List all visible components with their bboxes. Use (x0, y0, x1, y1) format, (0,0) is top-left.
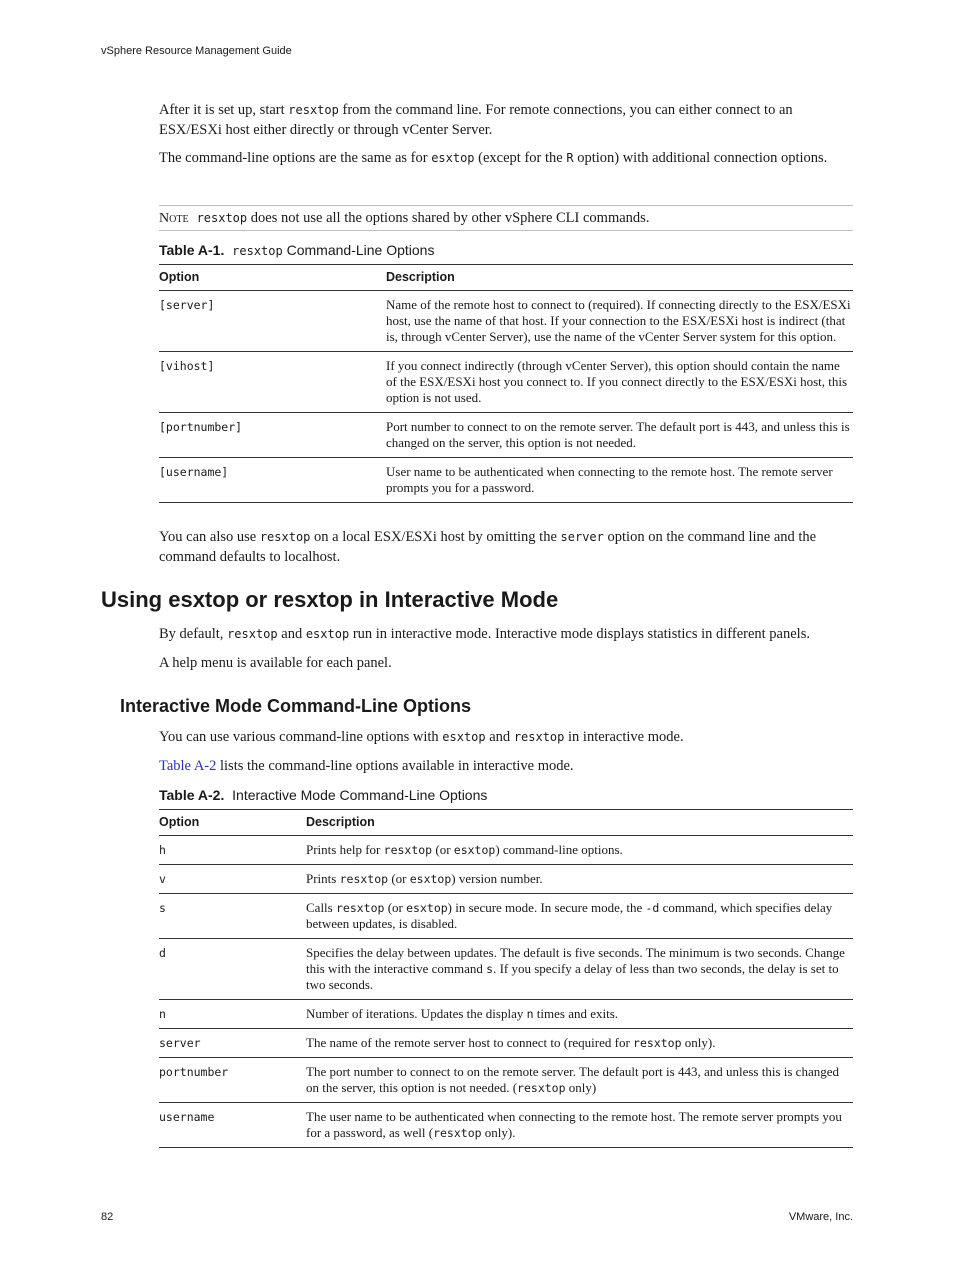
option-description: If you connect indirectly (through vCenter Server), this option should contain the name of the ESX/ESXi host you connect to. If you connect directly to the ESX/ESXi host, this option is not used. (386, 352, 853, 413)
table-row (159, 939, 853, 1000)
page-number: 82 (101, 1211, 114, 1223)
option-description: The user name to be authenticated when connecting to the remote host. The remote server prompts you for a password, as well (resxtop only). (306, 1103, 853, 1148)
option-description: Number of iterations. Updates the display n times and exits. (306, 1000, 853, 1029)
table-a2-link[interactable]: Table A-2 (159, 758, 217, 774)
option-description: Prints resxtop (or esxtop) version number. (306, 865, 853, 894)
section2-paragraph-2: Table A-2 lists the command-line options available in interactive mode. (159, 758, 574, 774)
option-description: User name to be authenticated when connecting to the remote host. The remote server prompts you for a password. (386, 458, 853, 503)
option-description: Name of the remote host to connect to (required). If connecting directly to the ESX/ESXi host, use the name of that host. If your connection to the ESX/ESXi host is indirect (that is, through vCenter Server), use the name of the vCenter Server system for this option. (386, 291, 853, 352)
table-header-row (159, 265, 853, 291)
table-row (159, 894, 853, 939)
table-row (159, 836, 853, 865)
option-n: n (159, 1007, 166, 1021)
option-vihost: [vihost] (159, 359, 215, 373)
table-a1-caption: Table A-1. resxtop Command-Line Options (159, 242, 435, 258)
option-username: username (159, 1110, 215, 1124)
local-host-paragraph: You can also use resxtop on a local ESX/ESXi host by omitting the server option on the command line and the command defaults to localhost. (159, 529, 817, 565)
option-description: Calls resxtop (or esxtop) in secure mode. In secure mode, the -d command, which specifies delay between updates, is disabled. (306, 894, 853, 939)
column-header-option: Option (159, 265, 386, 291)
section1-paragraph-2: A help menu is available for each panel. (159, 655, 392, 671)
table-header-row (159, 810, 853, 836)
option-server: server (159, 1036, 201, 1050)
table-row (159, 865, 853, 894)
table-row (159, 413, 853, 458)
table-a1 (159, 264, 853, 503)
option-server: [server] (159, 298, 215, 312)
footer-company: VMware, Inc. (788, 1211, 853, 1223)
intro-paragraph-1: After it is set up, start resxtop from the command line. For remote connections, you can either connect to an ESX/ESXi host either directly or through vCenter Server. (159, 102, 793, 138)
option-portnumber: portnumber (159, 1065, 229, 1079)
running-header: vSphere Resource Management Guide (101, 45, 292, 57)
table-row (159, 1058, 853, 1103)
option-portnumber: [portnumber] (159, 420, 243, 434)
table-row (159, 1029, 853, 1058)
table-row (159, 1000, 853, 1029)
option-description: Port number to connect to on the remote server. The default port is 443, and unless this is changed on the server, this option is not needed. (386, 413, 853, 458)
table-row (159, 1103, 853, 1148)
option-s: s (159, 901, 166, 915)
column-header-description: Description (386, 265, 853, 291)
subsection-heading-command-line-options: Interactive Mode Command-Line Options (120, 696, 472, 716)
note-box: Note resxtop does not use all the options shared by other vSphere CLI commands. (159, 205, 853, 231)
table-a2-caption: Table A-2. Interactive Mode Command-Line Options (159, 787, 488, 803)
table-row (159, 291, 853, 352)
section1-paragraph-1: By default, resxtop and esxtop run in interactive mode. Interactive mode displays statistics in different panels. (159, 626, 810, 642)
option-v: v (159, 872, 166, 886)
intro-paragraph-2: The command-line options are the same as for esxtop (except for the R option) with additional connection options. (159, 150, 828, 166)
option-d: d (159, 946, 166, 960)
section2-paragraph-1: You can use various command-line options with esxtop and resxtop in interactive mode. (159, 729, 684, 745)
option-description: Prints help for resxtop (or esxtop) command-line options. (306, 836, 853, 865)
table-a2 (159, 809, 853, 1148)
column-header-description: Description (306, 810, 853, 836)
table-row (159, 352, 853, 413)
table-row (159, 458, 853, 503)
option-description: The name of the remote server host to connect to (required for resxtop only). (306, 1029, 853, 1058)
column-header-option: Option (159, 810, 306, 836)
option-username: [username] (159, 465, 229, 479)
note-label: Note (159, 211, 189, 226)
option-h: h (159, 843, 166, 857)
option-description: Specifies the delay between updates. The default is five seconds. The minimum is two seconds. Change this with the interactive command s. If you specify a delay of less than two seconds, the delay is set to two seconds. (306, 939, 853, 1000)
option-description: The port number to connect to on the remote server. The default port is 443, and unless this is changed on the server, this option is not needed. (resxtop only) (306, 1058, 853, 1103)
section-heading-interactive-mode: Using esxtop or resxtop in Interactive Mode (101, 587, 559, 612)
